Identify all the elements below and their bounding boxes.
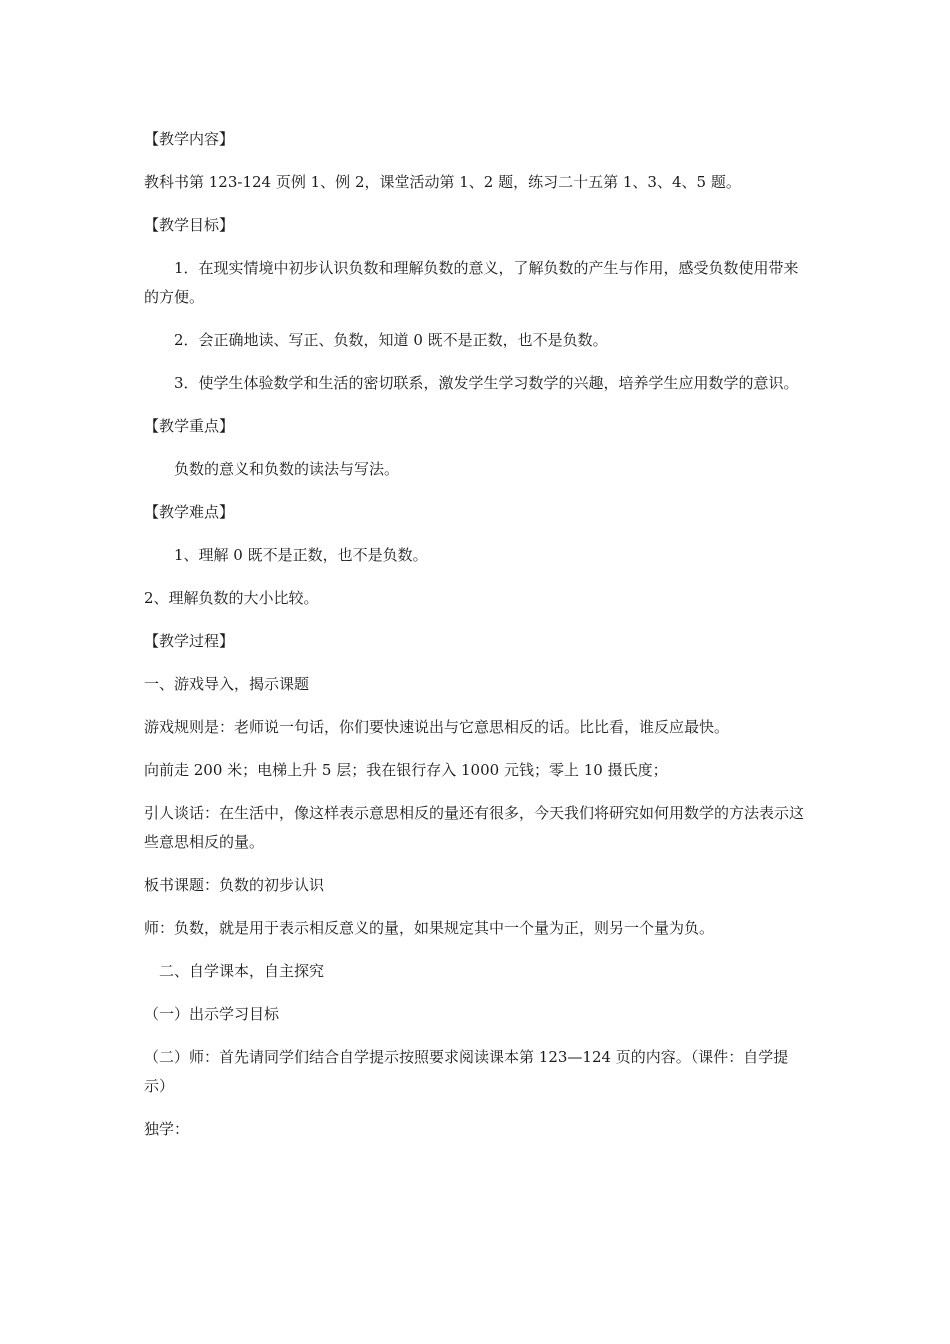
process-part-2-title: 二、自学课本，自主探究: [159, 962, 325, 980]
section-content-text: 教科书第 123-124 页例 1、例 2，课堂活动第 1、2 题，练习二十五第 1、3、4、5 题。: [144, 173, 741, 191]
board-title-text: 板书课题：负数的初步认识: [144, 876, 325, 894]
game-examples-text: 向前走 200 米；电梯上升 5 层；我在银行存入 1000 元钱；零上 10 摄氏度；: [144, 761, 668, 779]
section-difficulty-heading: 【教学难点】: [144, 503, 235, 521]
section-goals-heading: 【教学目标】: [144, 216, 235, 234]
difficulty-item-2: 2、理解负数的大小比较。: [144, 589, 319, 607]
document-body: [144, 125, 808, 1158]
step-1-text: （一）出示学习目标: [144, 1005, 280, 1023]
section-content-heading: 【教学内容】: [144, 130, 235, 148]
goal-item-3: 3．使学生体验数学和生活的密切联系，激发学生学习数学的兴趣，培养学生应用数学的意识。: [174, 374, 799, 392]
game-rule-text: 游戏规则是：老师说一句话，你们要快速说出与它意思相反的话。比比看，谁反应最快。: [144, 718, 730, 736]
key-point-text: 负数的意义和负数的读法与写法。: [174, 460, 400, 478]
teacher-note-text: 师：负数，就是用于表示相反意义的量，如果规定其中一个量为正，则另一个量为负。: [144, 919, 715, 937]
goal-item-2: 2．会正确地读、写正、负数，知道 0 既不是正数，也不是负数。: [174, 331, 608, 349]
process-part-1-title: 一、游戏导入，揭示课题: [144, 675, 310, 693]
section-process-heading: 【教学过程】: [144, 632, 235, 650]
self-study-label: 独学：: [144, 1120, 190, 1138]
section-key-heading: 【教学重点】: [144, 417, 235, 435]
difficulty-item-1: 1、理解 0 既不是正数，也不是负数。: [174, 546, 428, 564]
goal-item-1: 1．在现实情境中初步认识负数和理解负数的意义，了解负数的产生与作用，感受负数使用带来的方便。: [144, 259, 799, 306]
step-2-text: （二）师：首先请同学们结合自学提示按照要求阅读课本第 123—124 页的内容。（课件：自学提示）: [144, 1048, 789, 1095]
intro-talk-text: 引人谈话：在生活中，像这样表示意思相反的量还有很多，今天我们将研究如何用数学的方法表示这些意思相反的量。: [144, 804, 805, 851]
